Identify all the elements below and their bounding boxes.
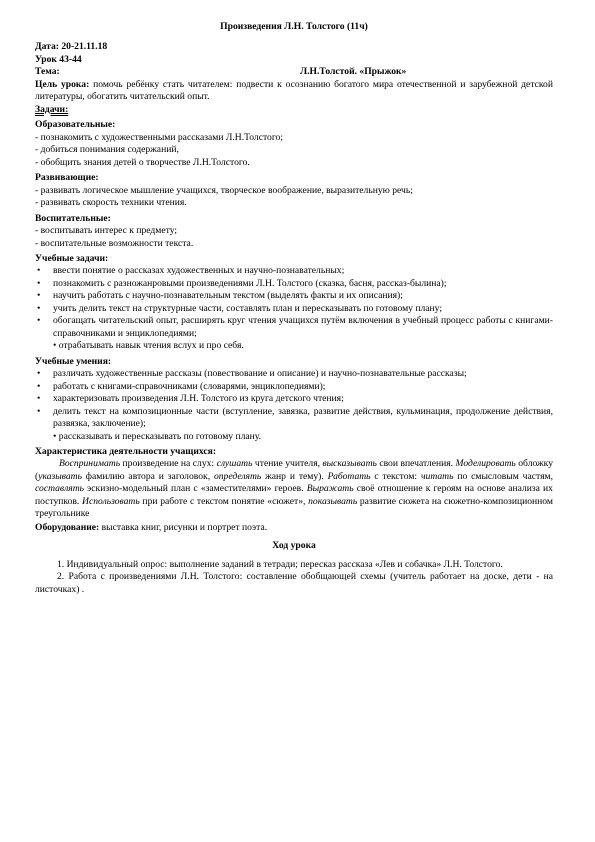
list-item: - воспитательные возможности текста.	[35, 237, 194, 249]
bullet-icon: •	[53, 340, 59, 352]
document-title: Произведения Л.Н. Толстого (11ч)	[220, 21, 368, 32]
list-item: - развивать скорость техники чтения.	[35, 197, 187, 209]
activity-text-fragment: развитие сюжета на сюжетно-композиционном треугольнике	[35, 495, 553, 520]
plan-item: 1. Индивидуальный опрос: выполнение заданий в тетради; пересказ рассказа «Лев и собачка» Л.Н. Толстого.	[57, 558, 503, 570]
list-item: • ввести понятие о рассказах художественных и научно-познавательных;	[37, 265, 345, 277]
bullet-icon: •	[37, 290, 41, 302]
bullet-icon: •	[37, 277, 41, 289]
tasks-heading: Задачи:	[35, 103, 69, 115]
activity-verb: показывать	[308, 495, 358, 507]
equipment-label: Оборудование:	[35, 521, 100, 533]
topic-row	[35, 66, 553, 78]
equipment-line	[35, 522, 553, 534]
activity-verb: определять	[213, 470, 262, 482]
bullet-icon: •	[37, 393, 41, 405]
list-item: • отрабатывать навык чтения вслух и про себя.	[53, 340, 244, 352]
lesson-number: Урок 43-44	[35, 53, 82, 65]
plan-item: 2. Работа с произведениями Л.Н. Толстого: составление обобщающей схемы (учитель работает на доске, дети - на листочках) .	[35, 571, 553, 595]
activity-verb: Воспринимать	[59, 458, 121, 470]
list-item: - познакомить с художественными рассказами Л.Н.Толстого;	[35, 131, 283, 143]
list-item: • характеризовать произведения Л.Н. Толстого из круга детского чтения;	[37, 393, 344, 405]
section-heading: Учебные умения:	[35, 355, 112, 367]
bullet-icon: •	[37, 380, 41, 392]
section-heading: Развивающие:	[35, 172, 99, 184]
list-item: - обобщить знания детей о творчестве Л.Н.Толстого.	[35, 156, 250, 168]
activity-verb: составлять	[35, 483, 85, 495]
equipment-text: выставка книг, рисунки и портрет поэта.	[99, 521, 268, 533]
activity-verb: читать	[420, 470, 454, 482]
activity-verb: Выражать	[306, 483, 354, 495]
activity-text-fragment: с текстом:	[370, 470, 421, 482]
bullet-icon: •	[37, 315, 41, 327]
section-heading: Характеристика деятельности учащихся:	[35, 446, 217, 457]
section-heading: Воспитательные:	[35, 212, 111, 224]
goal-label: Цель урока:	[35, 78, 90, 90]
activity-verb: Моделировать	[455, 458, 516, 470]
list-item: • рассказывать и пересказывать по готовому плану.	[53, 430, 262, 442]
bullet-icon: •	[53, 430, 59, 442]
list-item: • делить текст на композиционные части (вступление, завязка, развитие действия, кульминация, продолжение действия, развязка, заключение);	[37, 405, 553, 430]
goal-text: помочь ребёнку стать читателем: подвести к осознанию богатого мира отечественной и зарубежной детской литературы, обогатить читательский опыт.	[35, 78, 553, 103]
lesson-date: Дата: 20-21.11.18	[35, 41, 108, 53]
list-item: • учить делить текст на структурные части, составлять план и пересказывать по готовому плану;	[37, 302, 443, 314]
activity-text-fragment: произведение на слух:	[120, 458, 217, 470]
list-item: • различать художественные рассказы (повествование и описание) и научно-познавательные рассказы;	[37, 368, 467, 380]
list-item: • научить работать с научно-познавательным текстом (выделять факты и их описания);	[37, 290, 403, 302]
section-heading: Учебные задачи:	[35, 252, 109, 264]
developing-section	[35, 172, 553, 209]
activity-text-fragment: жанр и тему).	[261, 470, 328, 482]
section-heading: Образовательные:	[35, 119, 116, 131]
bullet-icon: •	[37, 405, 41, 417]
study-skills-section	[35, 356, 553, 443]
upbringing-section	[35, 213, 553, 250]
plan-heading: Ход урока	[272, 540, 316, 552]
bullet-icon: •	[37, 265, 41, 277]
list-item: - добиться понимания содержаний,	[35, 144, 179, 156]
list-item: • познакомить с разножанровыми произведениями Л.Н. Толстого (сказка, басня, рассказ-былина);	[37, 277, 447, 289]
topic-value: Л.Н.Толстой. «Прыжок»	[300, 66, 407, 78]
activity-text-fragment: своё отношение к героям на основе анализа их поступков.	[35, 483, 553, 507]
activity-verb: слушать	[216, 458, 253, 470]
lesson-goal	[35, 79, 553, 104]
activity-text-fragment: свои впечатления.	[376, 458, 456, 470]
activity-verb: указывать	[38, 470, 82, 482]
list-item: - воспитывать интерес к предмету;	[35, 225, 178, 237]
activity-text-fragment: обложку (	[35, 458, 553, 482]
topic-label: Тема:	[35, 66, 60, 78]
activity-verb: высказывать	[322, 458, 377, 470]
activity-text-fragment: фамилию автора и заголовок,	[81, 470, 214, 482]
bullet-icon: •	[37, 368, 41, 380]
activity-text-fragment: при работе с текстом понятие «сюжет»,	[139, 495, 309, 507]
activity-text-fragment: по смысловым частям,	[453, 470, 553, 482]
activity-text-fragment: эскизно-модельный план с «заместителями» героев.	[84, 483, 307, 495]
list-item: • работать с книгами-справочниками (словарями, энциклопедиями);	[37, 380, 326, 392]
bullet-icon: •	[37, 302, 41, 314]
study-tasks-section	[35, 253, 553, 353]
activity-text	[35, 458, 553, 520]
list-item: - развивать логическое мышление учащихся, творческое воображение, выразительную речь;	[35, 184, 413, 196]
activity-verb: Работать	[327, 470, 371, 482]
list-item: • обогащать читательский опыт, расширять круг чтения учащихся путём включения в учебный процесс работы с книгами-справочниками и энциклопедиями;	[37, 315, 553, 339]
activity-verb: Использовать	[82, 495, 140, 507]
activity-section	[35, 446, 553, 521]
lesson-plan	[35, 21, 553, 596]
educational-section	[35, 119, 553, 169]
activity-text-fragment: чтение учителя,	[252, 458, 323, 470]
